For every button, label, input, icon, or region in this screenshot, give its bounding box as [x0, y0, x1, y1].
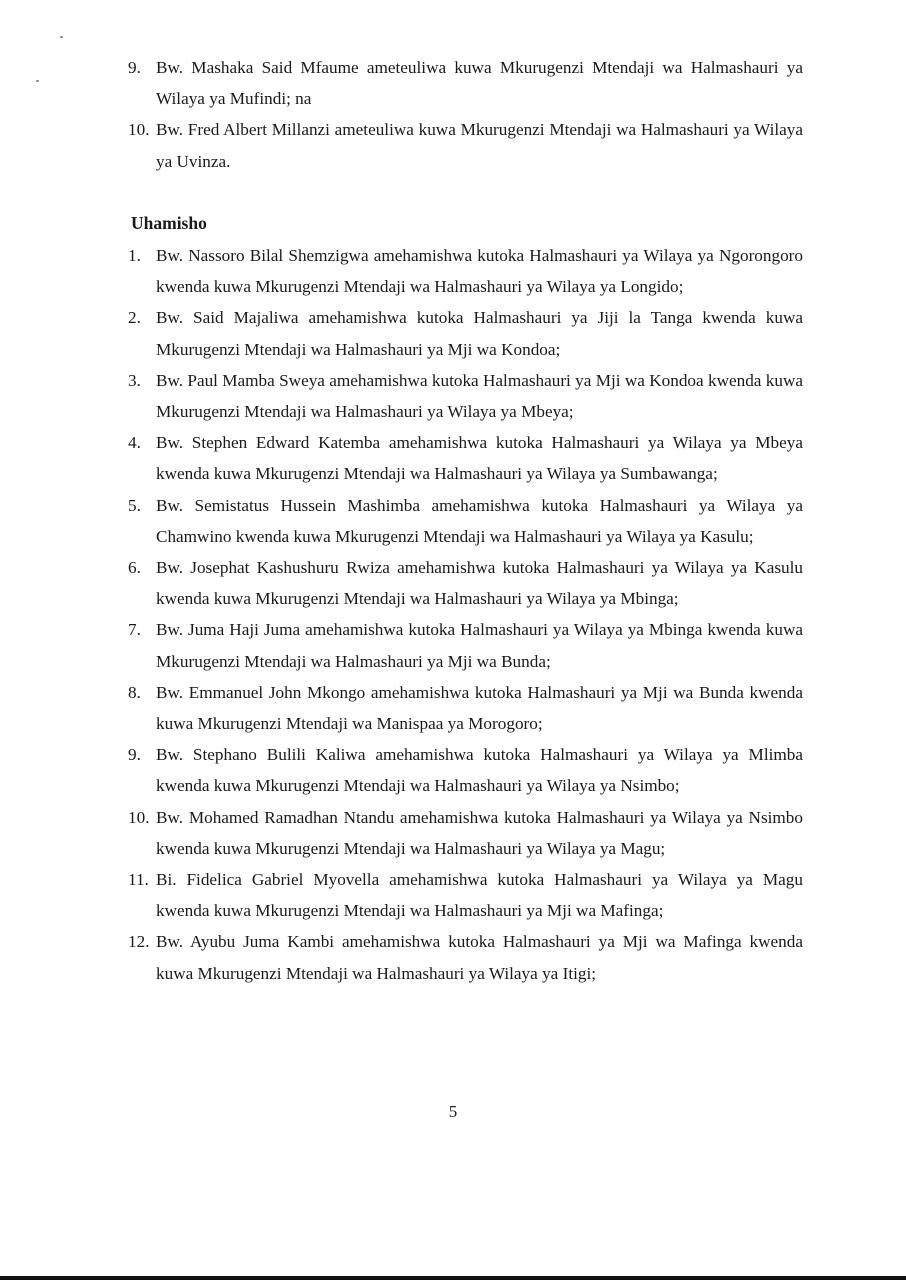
appointments-list-continued: [128, 52, 803, 177]
list-item: [128, 365, 803, 427]
item-text: Bw. Said Majaliwa amehamishwa kutoka Halmashauri ya Jiji la Tanga kwenda kuwa Mkurugenzi Mtendaji wa Halmashauri ya Mji wa Kondoa;: [156, 308, 803, 359]
item-text: Bw. Fred Albert Millanzi ameteuliwa kuwa Mkurugenzi Mtendaji wa Halmashauri ya Wilaya ya Uvinza.: [156, 120, 803, 171]
item-number: 9.: [128, 745, 141, 765]
list-item: [128, 926, 803, 988]
item-number: 7.: [128, 620, 141, 640]
item-text: Bw. Mohamed Ramadhan Ntandu amehamishwa kutoka Halmashauri ya Wilaya ya Nsimbo kwenda kuwa Mkurugenzi Mtendaji wa Halmashauri ya Wilaya ya Magu;: [156, 807, 803, 858]
list-item: [128, 739, 803, 801]
list-item: [128, 552, 803, 614]
item-text: Bw. Stephano Bulili Kaliwa amehamishwa kutoka Halmashauri ya Wilaya ya Mlimba kwenda kuwa Mkurugenzi Mtendaji wa Halmashauri ya Wilaya ya Nsimbo;: [156, 745, 803, 796]
item-number: 2.: [128, 308, 141, 328]
item-text: Bw. Paul Mamba Sweya amehamishwa kutoka Halmashauri ya Mji wa Kondoa kwenda kuwa Mkurugenzi Mtendaji wa Halmashauri ya Wilaya ya Mbeya;: [156, 370, 803, 422]
item-number: 8.: [128, 682, 141, 702]
item-text: Bi. Fidelica Gabriel Myovella amehamishwa kutoka Halmashauri ya Wilaya ya Magu kwenda kuwa Mkurugenzi Mtendaji wa Halmashauri ya Mji wa Mafinga;: [156, 870, 803, 921]
scan-speck: [60, 36, 63, 38]
transfers-list: [128, 240, 803, 989]
item-text: Bw. Ayubu Juma Kambi amehamishwa kutoka Halmashauri ya Mji wa Mafinga kwenda kuwa Mkurugenzi Mtendaji wa Halmashauri ya Wilaya ya Itigi;: [156, 932, 803, 983]
page-number: 5: [448, 1102, 458, 1121]
item-number: 12.: [128, 932, 150, 952]
item-text: Bw. Emmanuel John Mkongo amehamishwa kutoka Halmashauri ya Mji wa Bunda kwenda kuwa Mkurugenzi Mtendaji wa Manispaa ya Morogoro;: [156, 682, 803, 734]
scan-edge: [0, 1276, 906, 1280]
list-item: [128, 52, 803, 114]
item-text: Bw. Stephen Edward Katemba amehamishwa kutoka Halmashauri ya Wilaya ya Mbeya kwenda kuwa Mkurugenzi Mtendaji wa Halmashauri ya Wilaya ya Sumbawanga;: [156, 433, 803, 484]
item-number: 6.: [128, 558, 141, 578]
item-text: Bw. Mashaka Said Mfaume ameteuliwa kuwa Mkurugenzi Mtendaji wa Halmashauri ya Wilaya ya Mufindi; na: [156, 58, 803, 109]
item-text: Bw. Nassoro Bilal Shemzigwa amehamishwa kutoka Halmashauri ya Wilaya ya Ngorongoro kwenda kuwa Mkurugenzi Mtendaji wa Halmashauri ya Wilaya ya Longido;: [156, 246, 803, 297]
item-number: 10.: [128, 120, 150, 140]
item-number: 5.: [128, 495, 141, 515]
list-item: [128, 427, 803, 489]
item-number: 11.: [128, 870, 149, 890]
item-text: Bw. Josephat Kashushuru Rwiza amehamishwa kutoka Halmashauri ya Wilaya ya Kasulu kwenda kuwa Mkurugenzi Mtendaji wa Halmashauri ya Wilaya ya Mbinga;: [156, 558, 803, 609]
item-number: 10.: [128, 807, 150, 827]
list-item: [128, 614, 803, 676]
list-item: [128, 302, 803, 364]
item-text: Bw. Semistatus Hussein Mashimba amehamishwa kutoka Halmashauri ya Wilaya ya Chamwino kwenda kuwa Mkurugenzi Mtendaji wa Halmashauri ya Wilaya ya Kasulu;: [156, 495, 803, 546]
list-item: [128, 490, 803, 552]
item-number: 9.: [128, 58, 141, 77]
list-item: [128, 114, 803, 176]
item-text: Bw. Juma Haji Juma amehamishwa kutoka Halmashauri ya Wilaya ya Mbinga kwenda kuwa Mkurugenzi Mtendaji wa Halmashauri ya Mji wa Bunda;: [156, 620, 803, 671]
list-item: [128, 802, 803, 864]
list-item: [128, 240, 803, 302]
item-number: 4.: [128, 433, 141, 453]
list-item: [128, 864, 803, 926]
section-heading-transfers: Uhamisho: [131, 213, 207, 233]
list-item: [128, 677, 803, 739]
scan-speck: [36, 80, 39, 82]
item-number: 1.: [128, 246, 141, 265]
item-number: 3.: [128, 370, 141, 390]
